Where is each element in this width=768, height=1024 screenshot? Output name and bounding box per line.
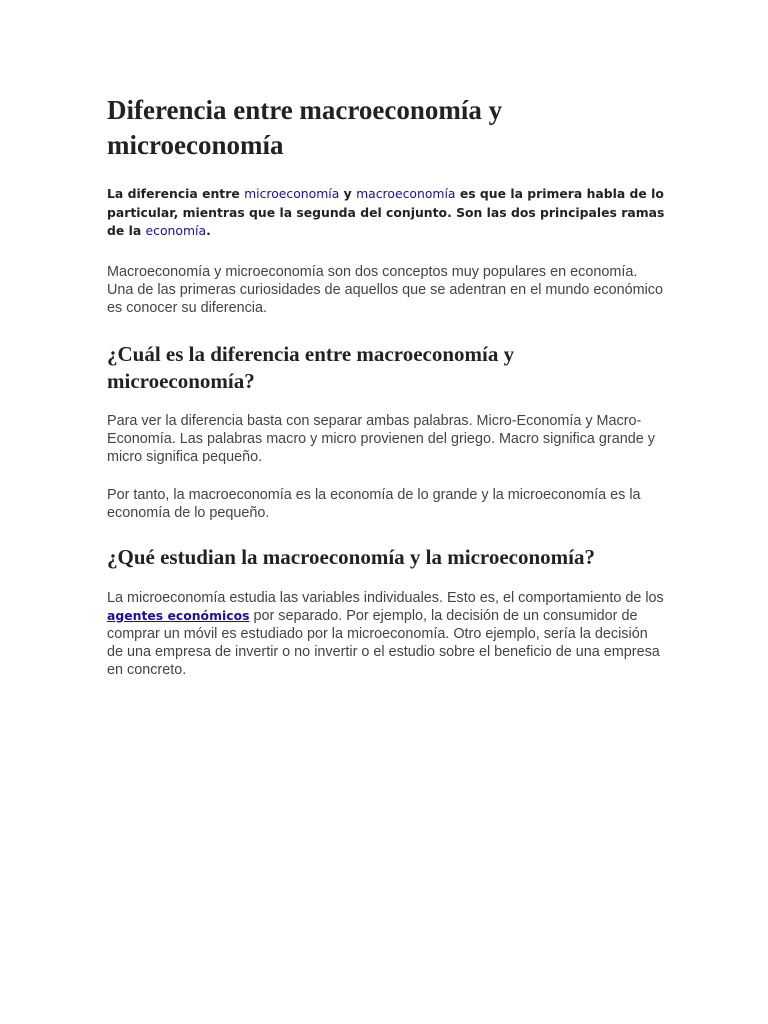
article-title: Diferencia entre macroeconomía y microeconomía: [107, 95, 503, 160]
section2-text-b: por separado. Por ejemplo, la decisión de un consumidor de comprar un móvil es estudiado por la microeconomía. Otro ejemplo, sería la decisión de una empresa de invertir o no invertir o el estudio sobre el beneficio de una empresa en concreto.: [107, 607, 660, 678]
macroeconomia-link[interactable]: macroeconomía: [356, 186, 456, 201]
microeconomia-link[interactable]: microeconomía: [244, 186, 340, 201]
intro-paragraph: Macroeconomía y microeconomía son dos conceptos muy populares en economía. Una de las primeras curiosidades de aquellos que se adentran en el mundo económico es conocer su diferencia.: [107, 263, 663, 316]
lead-text-3: es que la primera habla de lo particular, mientras que la segunda del conjunto. Son las dos principales ramas de la: [107, 186, 665, 238]
lead-text-1: La diferencia entre: [107, 186, 245, 201]
section2-paragraph-1: [107, 589, 667, 679]
article: [107, 93, 667, 697]
lead-text-2: y: [339, 186, 357, 201]
lead-text-4: .: [206, 223, 211, 238]
agentes-economicos-link[interactable]: agentes económicos: [107, 607, 250, 623]
lead-paragraph: [107, 185, 667, 241]
section-heading-estudian: ¿Qué estudian la macroeconomía y la microeconomía?: [107, 544, 596, 569]
section1-paragraph-1: Para ver la diferencia basta con separar ambas palabras. Micro-Economía y Macro-Economía. Las palabras macro y micro provienen del griego. Macro significa grande y micro significa pequeño.: [107, 412, 655, 465]
section-heading-diferencia: ¿Cuál es la diferencia entre macroeconomía y microeconomía?: [107, 341, 515, 393]
economia-link[interactable]: economía: [145, 223, 207, 238]
section1-paragraph-2: Por tanto, la macroeconomía es la economía de lo grande y la microeconomía es la economía de lo pequeño.: [107, 486, 641, 521]
section2-text-a: La microeconomía estudia las variables individuales. Esto es, el comportamiento de los: [107, 589, 664, 606]
